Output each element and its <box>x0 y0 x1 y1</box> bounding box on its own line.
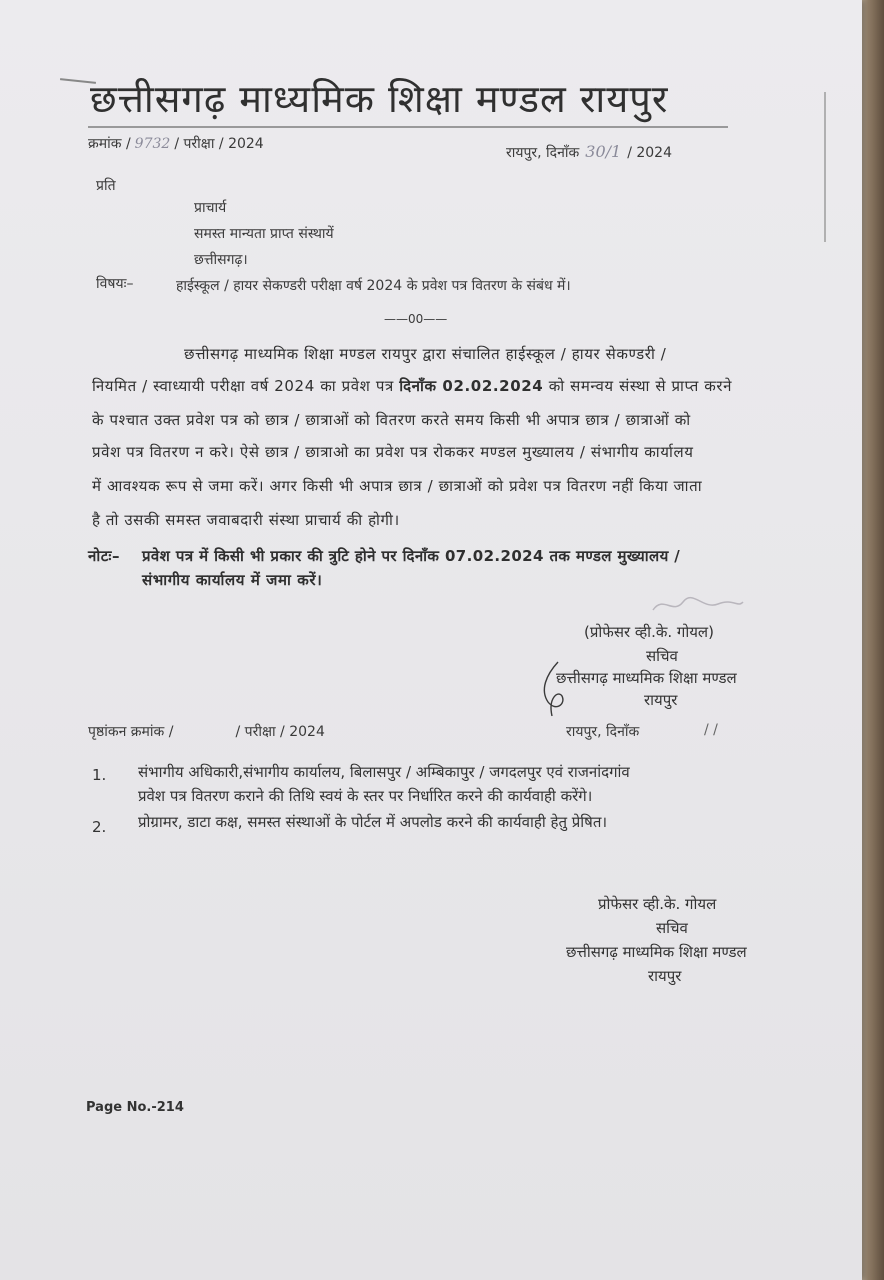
issue-date: रायपुर, दिनाँक 30/1 / 2024 <box>506 142 672 161</box>
page-number: Page No.-214 <box>86 1100 184 1115</box>
separator: ——00—— <box>384 312 448 326</box>
margin-line <box>824 92 826 242</box>
body-line-3: के पश्चात उक्त प्रवेश पत्र को छात्र / छात्राओं को वितरण करते समय किसी भी अपात्र छात्र / छात्राओं को <box>92 411 691 429</box>
address-prati: प्रति <box>96 178 116 194</box>
signatory-organization: छत्तीसगढ़ माध्यमिक शिक्षा मण्डल <box>556 669 737 687</box>
handwritten-date: 30/1 <box>585 142 622 161</box>
copy-1-number: 1. <box>92 766 107 784</box>
body-line-1: छत्तीसगढ़ माध्यमिक शिक्षा मण्डल रायपुर द्वारा संचालित हाईस्कूल / हायर सेकण्डरी / <box>184 345 667 363</box>
body-line-4: प्रवेश पत्र वितरण न करे। ऐसे छात्र / छात्राओ का प्रवेश पत्र रोककर मण्डल मुख्यालय / संभागीय कार्यालय <box>92 443 694 461</box>
admit-card-date: दिनाँक 02.02.2024 <box>399 377 544 395</box>
endorsement-date: रायपुर, दिनाँक <box>566 724 640 740</box>
copy-1-line-2: प्रवेश पत्र वितरण कराने की तिथि स्वयं के स्तर पर निर्धारित करने की कार्यवाही करेंगे। <box>138 787 593 805</box>
reference-number: क्रमांक / 9732 / परीक्षा / 2024 <box>88 136 264 152</box>
body-line-6: है तो उसकी समस्त जवाबदारी संस्था प्राचार्य की होगी। <box>92 511 400 529</box>
signatory-2-organization: छत्तीसगढ़ माध्यमिक शिक्षा मण्डल <box>566 943 747 961</box>
note-line-2: संभागीय कार्यालय में जमा करें। <box>142 571 323 589</box>
signatory-city: रायपुर <box>644 691 678 709</box>
faint-initials-mark <box>648 590 748 620</box>
signatory-2-designation: सचिव <box>656 919 688 937</box>
subject-text: हाईस्कूल / हायर सेकण्डरी परीक्षा वर्ष 2024 के प्रवेश पत्र वितरण के संबंध में। <box>176 278 571 294</box>
letterhead-title: छत्तीसगढ़ माध्यमिक शिक्षा मण्डल रायपुर <box>90 77 669 121</box>
signatory-2-name: प्रोफेसर व्ही.के. गोयल <box>598 895 717 913</box>
body-line-5: में आवश्यक रूप से जमा करें। अगर किसी भी अपात्र छात्र / छात्राओं को प्रवेश पत्र वितरण नहीं किया जाता <box>92 477 703 495</box>
subject-label: विषयः– <box>96 276 134 292</box>
body-line-2: नियमित / स्वाध्यायी परीक्षा वर्ष 2024 का प्रवेश पत्र दिनाँक 02.02.2024 को समन्वय संस्था से प्राप्त करने <box>92 377 733 395</box>
endorsement-date-blank: / / <box>704 722 718 738</box>
copy-2-line-1: प्रोग्रामर, डाटा कक्ष, समस्त संस्थाओं के पोर्टल में अपलोड करने की कार्यवाही हेतु प्रेषित। <box>138 813 608 831</box>
note-line-1: प्रवेश पत्र में किसी भी प्रकार की त्रुटि होने पर दिनाँक 07.02.2024 तक मण्डल मुख्यालय / <box>142 547 681 565</box>
address-line-2: समस्त मान्यता प्राप्त संस्थायें <box>194 226 334 242</box>
signatory-2-city: रायपुर <box>648 967 682 985</box>
address-line-1: प्राचार्य <box>194 200 227 216</box>
signatory-name: (प्रोफेसर व्ही.के. गोयल) <box>584 623 714 641</box>
handwritten-ref-number: 9732 <box>134 136 171 152</box>
copy-2-number: 2. <box>92 818 107 836</box>
signatory-designation: सचिव <box>646 647 678 665</box>
address-line-3: छत्तीसगढ़। <box>194 252 248 268</box>
signature-scribble <box>536 660 576 720</box>
note-label: नोटः– <box>88 547 121 565</box>
copy-1-line-1: संभागीय अधिकारी,संभागीय कार्यालय, बिलासपुर / अम्बिकापुर / जगदलपुर एवं राजनांदगांव <box>138 763 630 781</box>
endorsement-reference: पृष्ठांकन क्रमांक / / परीक्षा / 2024 <box>88 724 325 740</box>
title-underline <box>88 126 728 128</box>
